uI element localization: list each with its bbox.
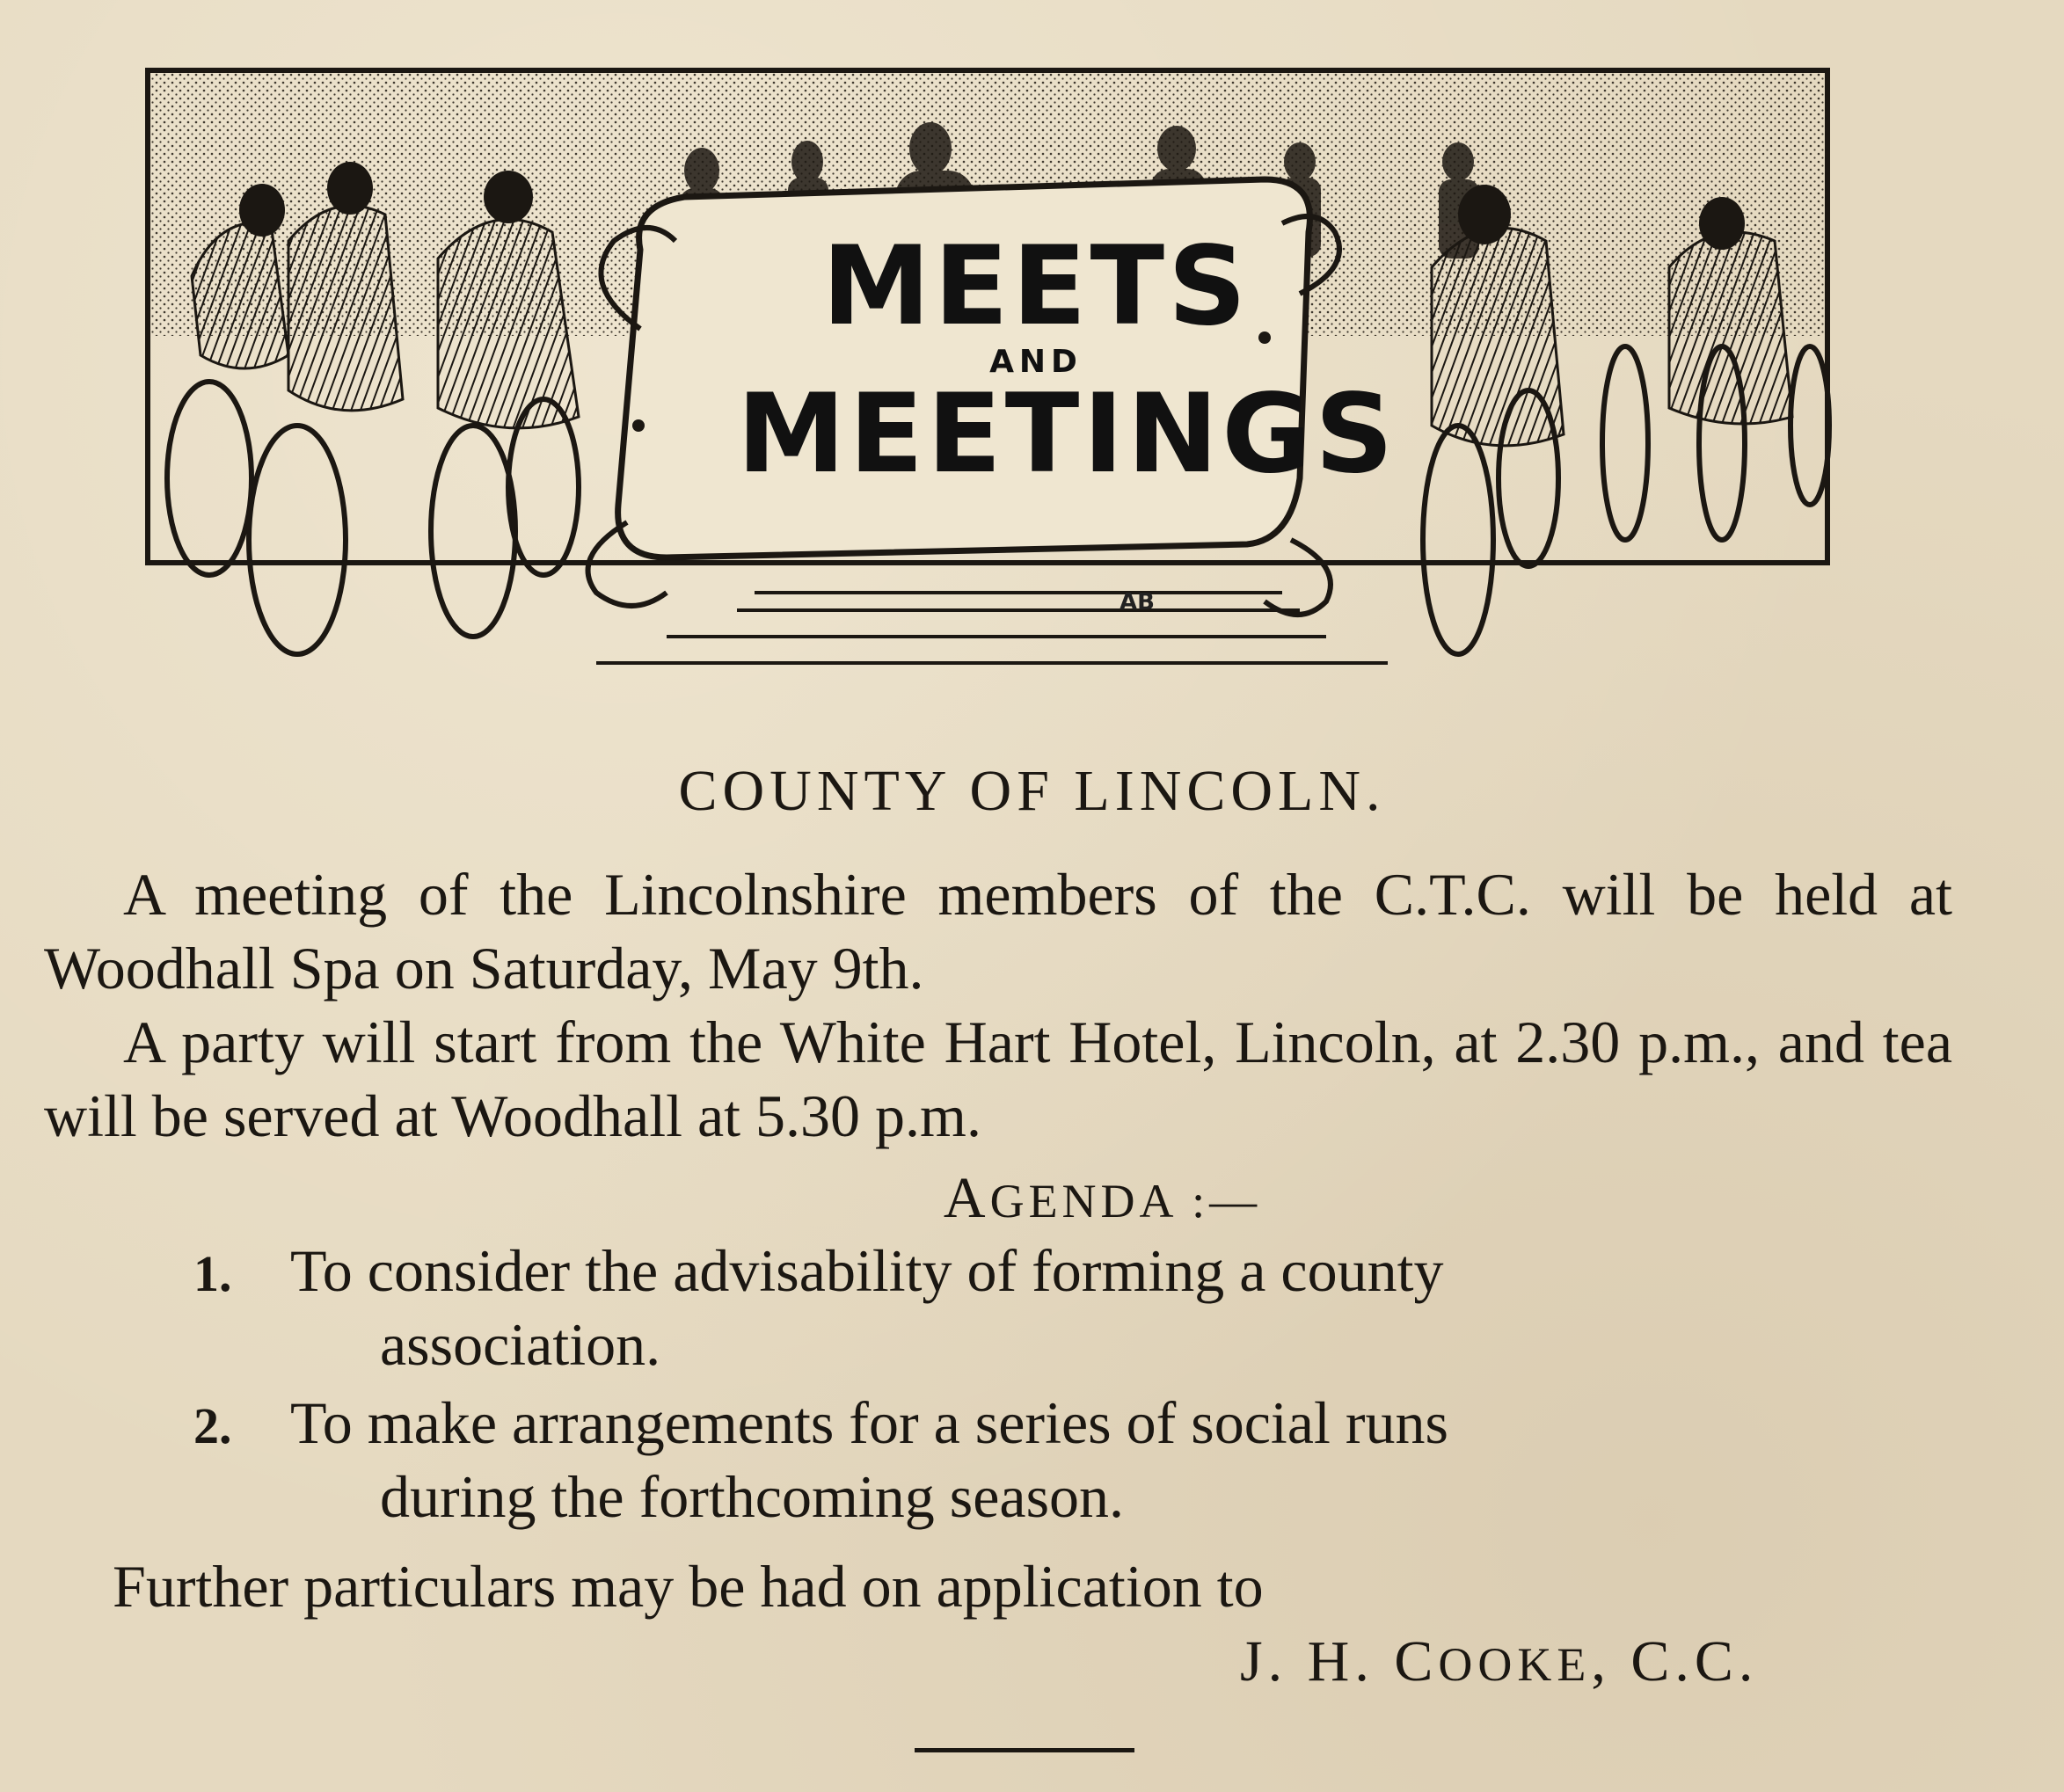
section-heading: COUNTY OF LINCOLN. <box>678 759 1386 823</box>
paragraph-party-text: A party will start from the White Hart Hotel, Lincoln, at 2.30 p.m., and tea will be served at Woodhall at 5.30 p.m. <box>44 1009 1952 1149</box>
artist-monogram: AB <box>1120 589 1155 616</box>
agenda-item <box>193 1235 1935 1380</box>
signature-suffix: , C.C. <box>1591 1629 1759 1694</box>
banner-title-meetings: MEETINGS <box>737 371 1397 498</box>
banner-title-meets: MEETS <box>821 223 1251 350</box>
banner-illustration <box>139 65 1836 691</box>
closing-text: Further particulars may be had on application to <box>113 1553 1264 1620</box>
signature-surname: OOKE <box>1438 1638 1592 1691</box>
agenda-item-continuation: during the forthcoming season. <box>380 1463 1125 1530</box>
end-rule <box>915 1748 1134 1752</box>
agenda-item <box>193 1388 1935 1532</box>
agenda-item-continuation: association. <box>380 1311 661 1378</box>
signature <box>1240 1628 1758 1695</box>
agenda-item-line: To make arrangements for a series of social runs <box>290 1389 1448 1456</box>
banner-title-and: AND <box>989 344 1083 380</box>
agenda-title <box>0 1165 2064 1232</box>
agenda-item-number: 1. <box>193 1245 232 1302</box>
paragraph-meeting <box>44 857 1952 1005</box>
paragraph-party <box>44 1005 1952 1153</box>
paragraph-meeting-text: A meeting of the Lincolnshire members of the C.T.C. will be held at Woodhall Spa on Saturday, May 9th. <box>44 861 1952 1002</box>
agenda-item-line: To consider the advisability of forming a county <box>290 1237 1444 1304</box>
signature-initials: J. H. C <box>1240 1629 1439 1694</box>
agenda-item-number: 2. <box>193 1397 232 1454</box>
agenda-title-rest: GENDA :— <box>989 1175 1262 1227</box>
banner-title <box>737 223 1397 498</box>
agenda-title-initial: A <box>943 1166 990 1230</box>
